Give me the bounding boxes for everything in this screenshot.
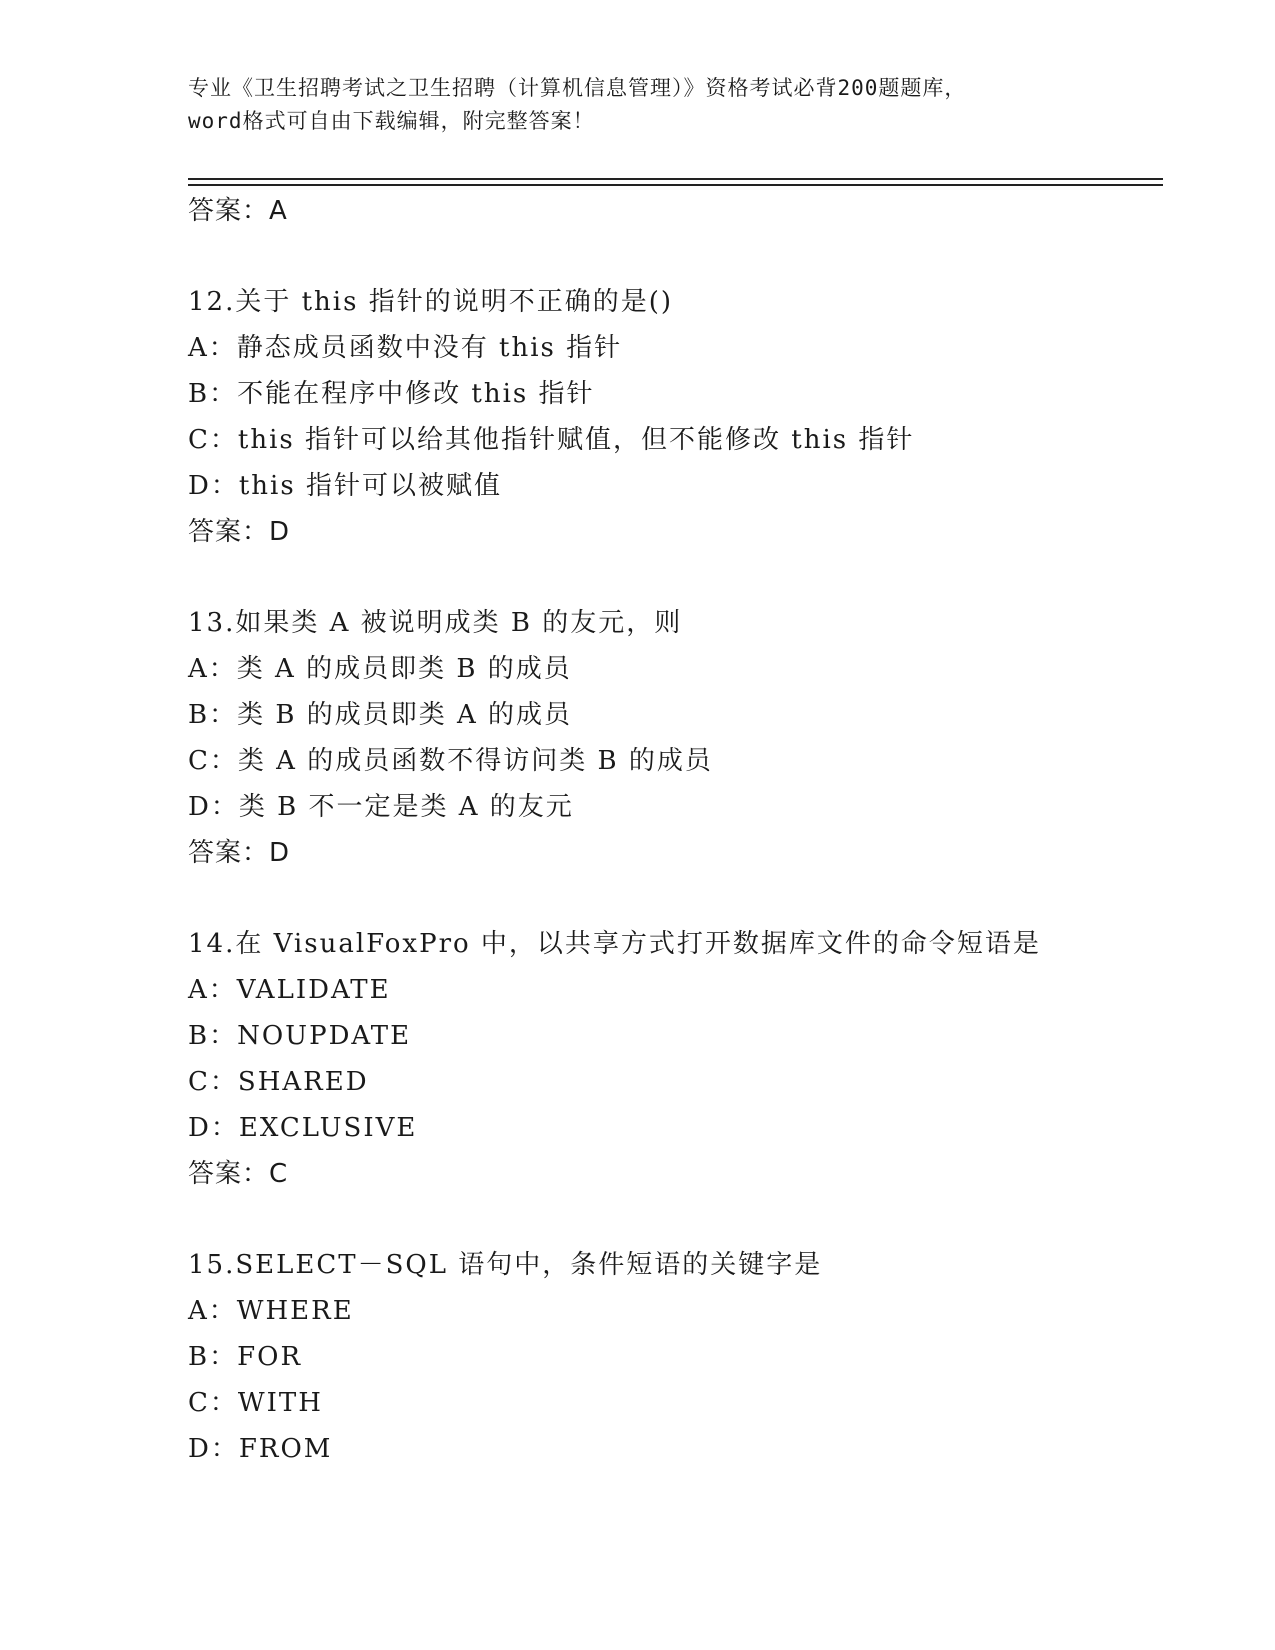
- option-c: C：WITH: [188, 1388, 323, 1418]
- answer-line: 答案：A: [188, 196, 288, 226]
- option-a: A：静态成员函数中没有 this 指针: [188, 333, 623, 363]
- option-b: B：不能在程序中修改 this 指针: [188, 379, 595, 409]
- answer-line: 答案：D: [188, 517, 291, 547]
- header-line-2: word格式可自由下载编辑，附完整答案！: [188, 109, 595, 133]
- document-header: [188, 72, 1088, 138]
- question-12: [188, 279, 1163, 555]
- question-stem: 14.在 VisualFoxPro 中，以共享方式打开数据库文件的命令短语是: [188, 929, 1041, 959]
- option-d: D：this 指针可以被赋值: [188, 471, 502, 501]
- header-line-1: 专业《卫生招聘考试之卫生招聘（计算机信息管理）》资格考试必背200题题库，: [188, 76, 967, 100]
- option-c: C：SHARED: [188, 1067, 369, 1097]
- question-13: [188, 600, 1163, 876]
- option-d: D：EXCLUSIVE: [188, 1113, 418, 1143]
- question-14: [188, 921, 1163, 1197]
- option-b: B：FOR: [188, 1342, 303, 1372]
- question-15: [188, 1242, 1163, 1472]
- question-stem: 13.如果类 A 被说明成类 B 的友元，则: [188, 608, 683, 638]
- option-a: A：类 A 的成员即类 B 的成员: [188, 654, 572, 684]
- option-c: C：this 指针可以给其他指针赋值，但不能修改 this 指针: [188, 425, 915, 455]
- question-stem: 15.SELECT－SQL 语句中，条件短语的关键字是: [188, 1250, 823, 1280]
- header-divider-bottom: [188, 184, 1163, 186]
- option-d: D：类 B 不一定是类 A 的友元: [188, 792, 574, 822]
- option-d: D：FROM: [188, 1434, 333, 1464]
- question-list: [188, 188, 1163, 1472]
- question-stem: 12.关于 this 指针的说明不正确的是(): [188, 287, 674, 317]
- option-a: A：VALIDATE: [188, 975, 391, 1005]
- answer-line: 答案：D: [188, 838, 291, 868]
- option-b: B：类 B 的成员即类 A 的成员: [188, 700, 573, 730]
- option-a: A：WHERE: [188, 1296, 354, 1326]
- header-divider-top: [188, 178, 1163, 180]
- option-b: B：NOUPDATE: [188, 1021, 412, 1051]
- answer-line: 答案：C: [188, 1159, 289, 1189]
- option-c: C：类 A 的成员函数不得访问类 B 的成员: [188, 746, 713, 776]
